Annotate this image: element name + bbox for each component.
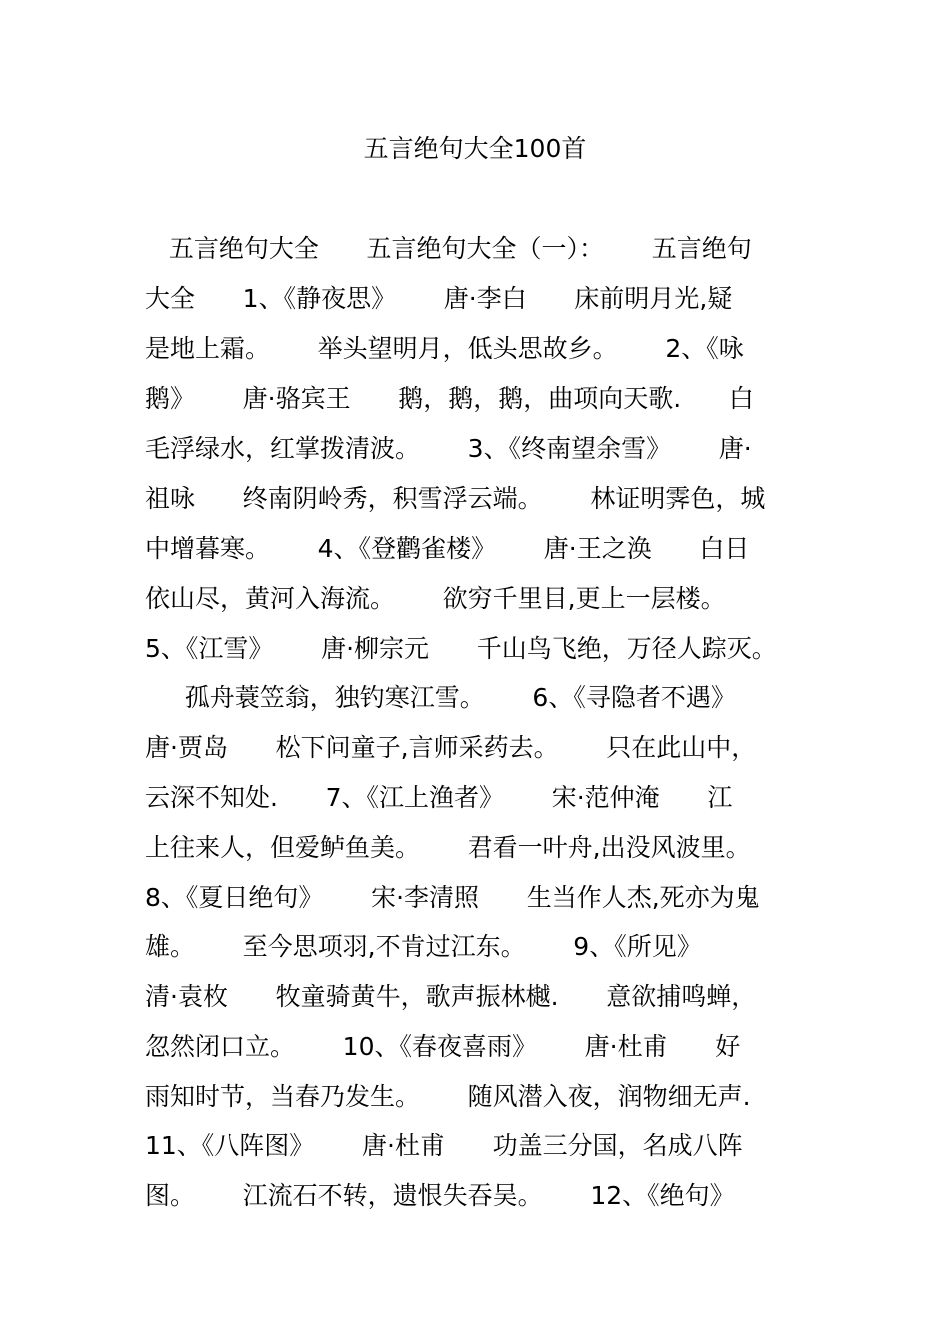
text-line: 5、《江雪》 唐·柳宗元 千山鸟飞绝，万径人踪灭。 (145, 634, 777, 663)
text-line: 图。 江流石不转，遗恨失吞吴。 12、《绝句》 (145, 1181, 735, 1210)
text-line: 鹅》 唐·骆宾王 鹅，鹅，鹅，曲项向天歌. 白 (145, 384, 754, 413)
text-line: 孤舟蓑笠翁，独钓寒江雪。 6、《寻隐者不遇》 (145, 683, 736, 712)
text-line: 忽然闭口立。 10、《春夜喜雨》 唐·杜甫 好 (145, 1032, 741, 1061)
document-title: 五言绝句大全100首 (363, 134, 587, 163)
text-line: 毛浮绿水，红掌拨清波。 3、《终南望余雪》 唐· (145, 434, 752, 463)
text-line: 依山尽，黄河入海流。 欲穷千里目,更上一层楼。 (145, 584, 726, 613)
text-line: 唐·贾岛 松下问童子,言师采药去。 只在此山中， (145, 733, 757, 762)
text-line: 11、《八阵图》 唐·杜甫 功盖三分国，名成八阵 (145, 1131, 743, 1160)
text-line: 8、《夏日绝句》 宋·李清照 生当作人杰,死亦为鬼 (145, 883, 760, 912)
text-line: 云深不知处. 7、《江上渔者》 宋·范仲淹 江 (145, 783, 733, 812)
text-line: 大全 1、《静夜思》 唐·李白 床前明月光,疑 (145, 284, 733, 313)
text-line: 清·袁枚 牧童骑黄牛，歌声振林樾. 意欲捕鸣蝉， (145, 982, 757, 1011)
text-line: 雨知时节，当春乃发生。 随风潜入夜，润物细无声. (145, 1082, 751, 1111)
text-line: 雄。 至今思项羽,不肯过江东。 9、《所见》 (145, 932, 702, 961)
text-line: 中增暮寒。 4、《登鹳雀楼》 唐·王之涣 白日 (145, 534, 750, 563)
text-line: 是地上霜。 举头望明月，低头思故乡。 2、《咏 (145, 334, 744, 363)
text-line: 上往来人，但爱鲈鱼美。 君看一叶舟,出没风波里。 (145, 833, 751, 862)
text-line: 五言绝句大全 五言绝句大全（一）： 五言绝句 (145, 234, 752, 263)
text-line: 祖咏 终南阴岭秀，积雪浮云端。 林证明霁色，城 (145, 484, 766, 513)
